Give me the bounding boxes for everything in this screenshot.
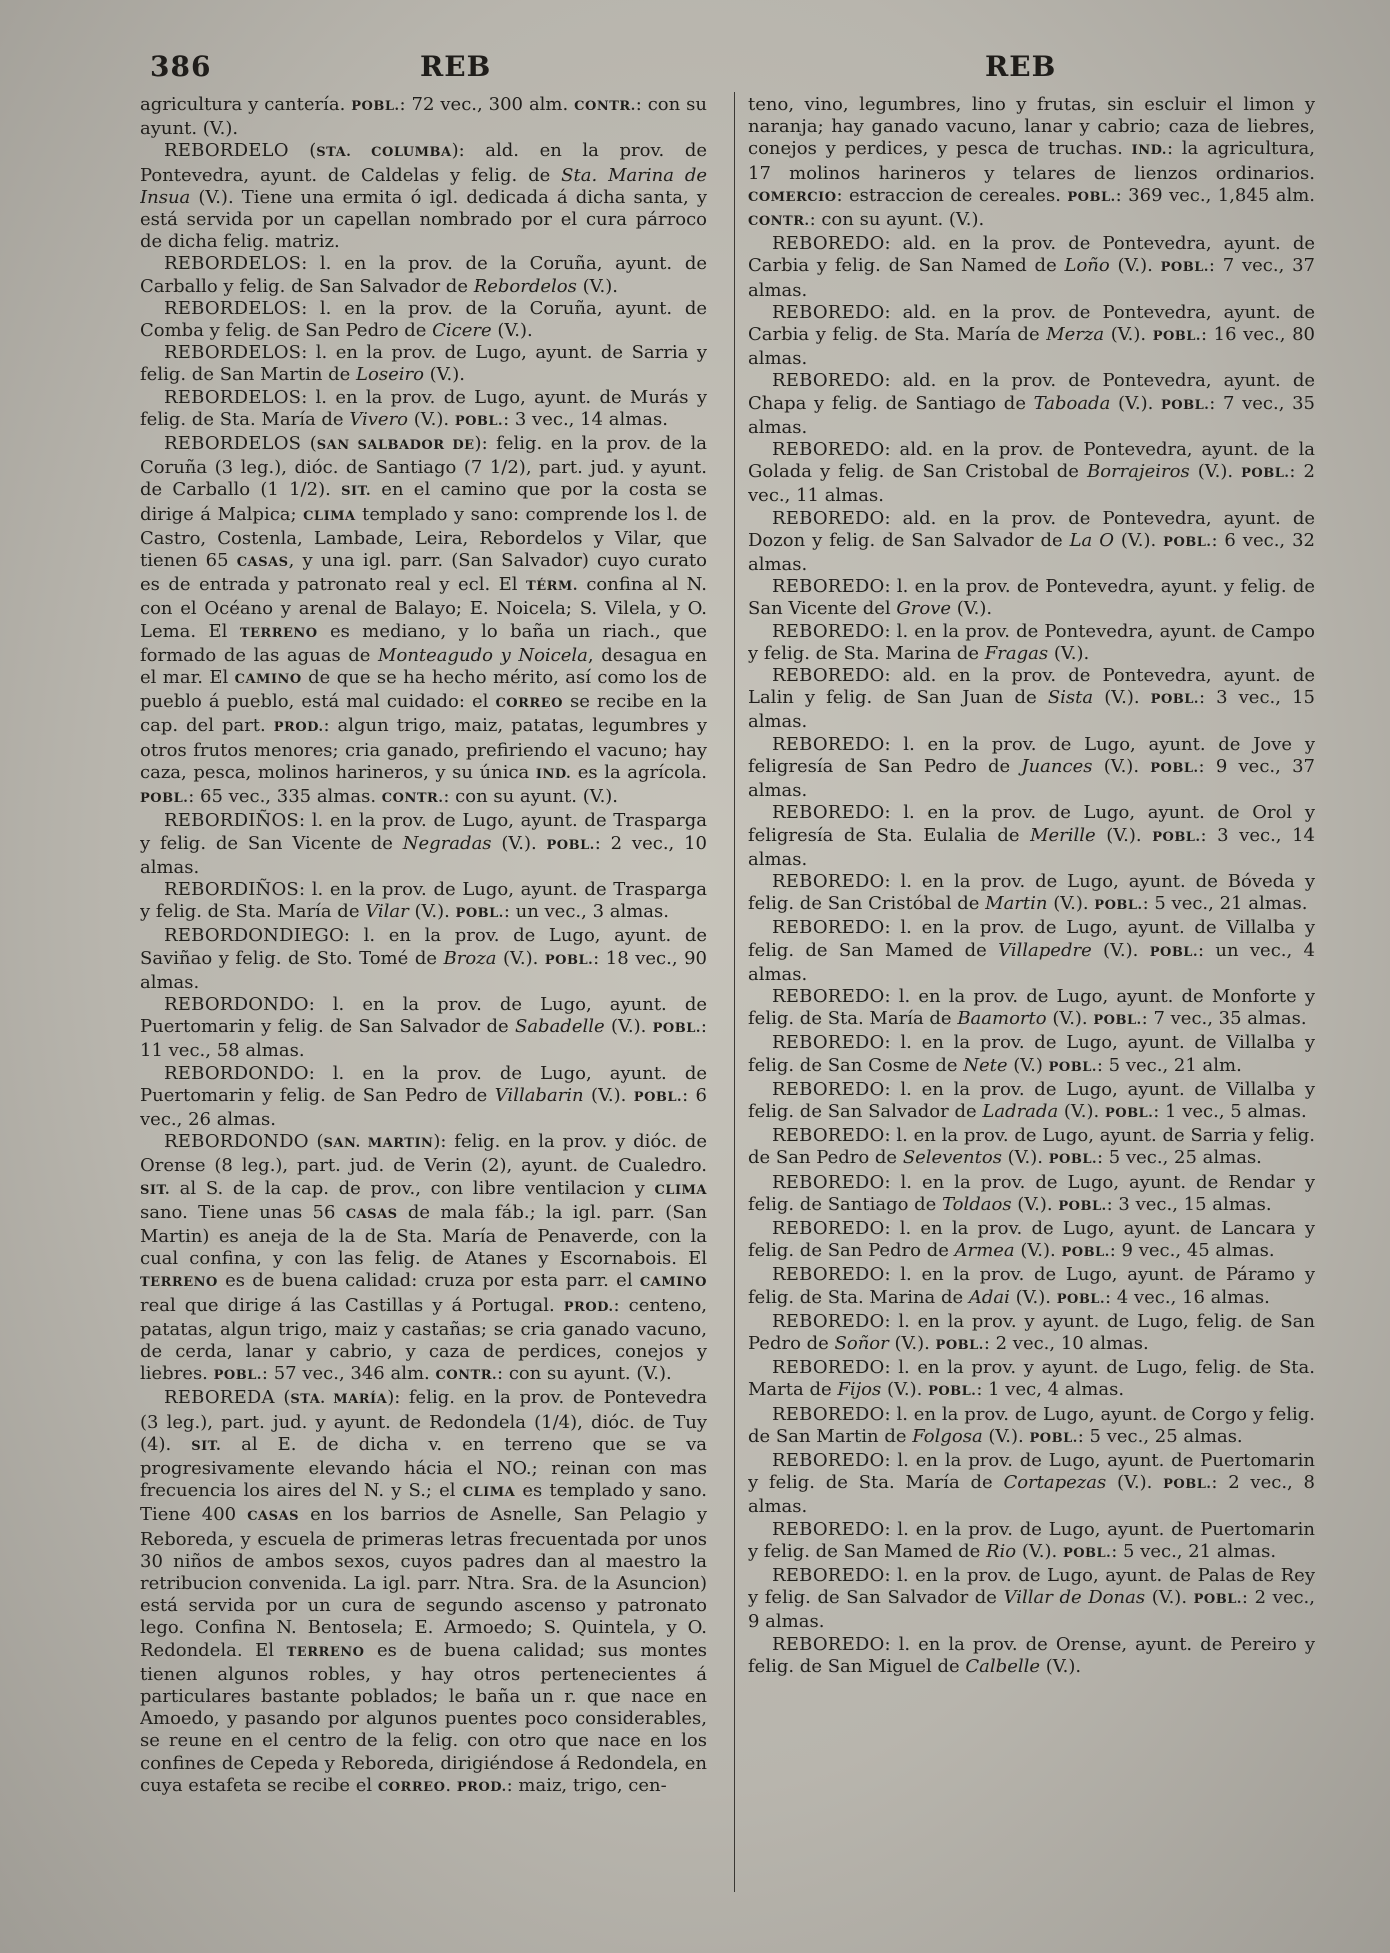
entry-text: : l. en la prov. de Lugo, ayunt. de Puertomarin y felig. de San Salvador de Sabadelle (V.). POBL.: 11 vec., 58 almas. <box>140 993 707 1062</box>
entry-text: : l. en la prov. de Lugo, ayunt. de Trasparga y felig. de San Vicente de Negradas (V.). POBL.: 2 vec., 10 almas. <box>140 810 707 878</box>
entry-headword: REBOREDO <box>772 233 885 255</box>
entry-text: : l. en la prov. de Pontevedra, ayunt. de Campo y felig. de Sta. Marina de Fragas (V.). <box>748 620 1315 664</box>
entry-headword: REBORDONDIEGO <box>164 925 344 947</box>
entry <box>748 576 1315 620</box>
entry-text: : l. en la prov. de Lugo, ayunt. de Lancara y felig. de San Pedro de Armea (V.). POBL.: 9 vec., 45 almas. <box>748 1217 1315 1262</box>
entry-headword: REBOREDO <box>772 370 885 392</box>
entry-text: : l. en la prov. de la Coruña, ayunt. de Carballo y felig. de San Salvador de Rebordelos (V.). <box>140 253 707 297</box>
entry-headword: REBOREDO <box>772 733 885 755</box>
entry <box>748 233 1315 302</box>
entry <box>140 879 707 925</box>
entry <box>140 1131 707 1387</box>
entry-text: : l. en la prov. de Lugo, ayunt. de Sarria y felig. de San Martin de Loseiro (V.). <box>140 342 707 386</box>
entry-headword: REBORDIÑOS <box>164 810 299 832</box>
entry-text: : l. en la prov. y ayunt. de Lugo, felig. de Sta. Marta de Fijos (V.). POBL.: 1 vec, 4 almas. <box>748 1357 1315 1401</box>
entry-text: (SAN. MARTIN): felig. en la prov. y dióc. de Orense (8 leg.), part. jud. de Verin (2), ayunt. de Cualedro. SIT. al S. de la cap. de prov., con libre ventilacion y CLIMA sano. Tiene unas 56 CASAS de mala fáb.; la igl. parr. (San Martin) es aneja de la de Sta. María de Penaverde, con la cual confina, y con las felig. de Atanes y Escornabois. El TERRENO es de buena calidad: cruza por esta parr. el CAMINO real que dirige á las Castillas y á Portugal. PROD.: centeno, patatas, algun trigo, maiz y castañas; se cria ganado vacuno, de cerda, lanar y cabrio, y caza de perdices, conejos y liebres. POBL.: 57 vec., 346 alm. CONTR.: con su ayunt. (V.). <box>140 1131 707 1385</box>
entry-headword: REBORDIÑOS <box>164 878 299 900</box>
entry-text: : ald. en la prov. de Pontevedra, ayunt. de la Golada y felig. de San Cristobal de Borrajeiros (V.). POBL.: 2 vec., 11 almas. <box>748 439 1315 507</box>
entry <box>140 1063 707 1132</box>
entry-headword: REBOREDO <box>772 1403 885 1425</box>
entry-text: (STA. COLUMBA): ald. en la prov. de Pontevedra, ayunt. de Caldelas y felig. de Sta. Marina de Insua (V.). Tiene una ermita ó igl. dedicada á dicha santa, y está servida por un capellan nombrado por el cura párroco de dicha felig. matriz. <box>140 140 707 253</box>
entry-text: : l. en la prov. de Lugo, ayunt. de Saviñao y felig. de Sto. Tomé de Broza (V.). POBL.: 18 vec., 90 almas. <box>140 925 707 993</box>
entry-text: : ald. en la prov. de Pontevedra, ayunt. de Carbia y felig. de Sta. María de Merza (V.). POBL.: 16 vec., 80 almas. <box>748 301 1315 370</box>
entry-headword: REBOREDO <box>772 1518 885 1540</box>
column-divider <box>734 92 735 1892</box>
entry-text: (SAN SALBADOR DE): felig. en la prov. de la Coruña (3 leg.), dióc. de Santiago (7 1/2), part. jud. y ayunt. de Carballo (1 1/2). SIT. en el camino que por la costa se dirige á Malpica; CLIMA templado y sano: comprende los l. de Castro, Costenla, Lambade, Leira, Rebordelos y Vilar, que tienen 65 CASAS, y una igl. parr. (San Salvador) cuyo curato es de entrada y patronato real y ecl. El TÉRM. confina al N. con el Océano y arenal de Balayo; E. Noicela; S. Vilela, y O. Lema. El TERRENO es mediano, y lo baña un riach., que formado de las aguas de Monteagudo y Noicela, desagua en el mar. El CAMINO de que se ha hecho mérito, así como los de pueblo á pueblo, está mal cuidado: el CORREO se recibe en la cap. del part. PROD.: algun trigo, maiz, patatas, legumbres y otros frutos menores; cria ganado, prefiriendo el vacuno; hay caza, pesca, molinos harineros, y su única IND. es la agrícola. POBL.: 65 vec., 335 almas. CONTR.: con su ayunt. (V.). <box>140 433 707 808</box>
entry <box>748 439 1315 508</box>
entry <box>748 621 1315 665</box>
entry-text: : l. en la prov. y ayunt. de Lugo, felig. de San Pedro de Soñor (V.). POBL.: 2 vec., 10 almas. <box>748 1310 1315 1354</box>
entry-text: : l. en la prov. de Lugo, ayunt. de Jove y feligresía de San Pedro de Juances (V.). POBL.: 9 vec., 37 almas. <box>748 733 1315 802</box>
entry <box>748 1079 1315 1125</box>
entry-headword: REBOREDO <box>772 870 885 892</box>
entry-text: : l. en la prov. de Lugo, ayunt. de Trasparga y felig. de Sta. María de Vilar (V.). POBL.: un vec., 3 almas. <box>140 878 707 923</box>
entry-text: : l. en la prov. de Lugo, ayunt. de Orol y feligresía de Sta. Eulalia de Merille (V.). POBL.: 3 vec., 14 almas. <box>748 802 1315 870</box>
entry-headword: REBOREDO <box>772 439 885 461</box>
entry-text: : l. en la prov. de Lugo, ayunt. de Sarria y felig. de San Pedro de Seleventos (V.). POBL.: 5 vec., 25 almas. <box>748 1125 1315 1169</box>
entry-text: agricultura y cantería. POBL.: 72 vec., 300 alm. CONTR.: con su ayunt. (V.). <box>140 94 707 140</box>
entry <box>140 387 707 433</box>
entry-headword: REBOREDO <box>772 1032 885 1054</box>
entry <box>748 1218 1315 1264</box>
entry-text: (STA. MARÍA): felig. en la prov. de Pontevedra (3 leg.), part. jud. y ayunt. de Redondela (1/4), dióc. de Tuy (4). SIT. al E. de dicha v. en terreno que se va progresivamente elevando hácia el NO.; reinan con mas frecuencia los aires del N. y S.; el CLIMA es templado y sano. Tiene 400 CASAS en los barrios de Asnelle, San Pelagio y Reboreda, y escuela de primeras letras frecuentada por unos 30 niños de ambos sexos, cuyos padres dan al maestro la retribucion convenida. La igl. parr. Ntra. Sra. de la Asuncion) está servida por un cura de segundo ascenso y patronato lego. Confina N. Bentosela; E. Armoedo; S. Quintela, y O. Redondela. El TERRENO es de buena calidad; sus montes tienen algunos robles, y hay otros pertenecientes á particulares bastante poblados; le baña un r. que nace en Amoedo, y pasando por algunos puentes poco considerables, se reune en el centro de la felig. con otro que nace en los confines de Cepeda y Reboreda, dirigiéndose á Redondela, en cuya estafeta se recibe el CORREO. PROD.: maiz, trigo, cen- <box>140 1387 707 1796</box>
entry-text: : l. en la prov. de Lugo, ayunt. de Monforte y felig. de Sta. María de Baamorto (V.). POBL.: 7 vec., 35 almas. <box>748 985 1315 1030</box>
page-header <box>0 50 1390 90</box>
entry <box>140 94 707 140</box>
page-number: 386 <box>150 50 212 83</box>
entry-text: : l. en la prov. de Lugo, ayunt. de Bóveda y felig. de San Cristóbal de Martin (V.). POBL.: 5 vec., 21 almas. <box>748 870 1315 915</box>
entry-headword: REBORDELO <box>164 140 289 162</box>
entry-headword: REBOREDA <box>164 1387 275 1409</box>
entry-text: : l. en la prov. de Lugo, ayunt. de Puertomarin y felig. de San Mamed de Rio (V.). POBL.: 5 vec., 21 almas. <box>748 1518 1315 1562</box>
entry <box>140 810 707 879</box>
entry <box>140 342 707 386</box>
entry <box>748 1450 1315 1519</box>
entry <box>140 253 707 297</box>
entry-headword: REBOREDO <box>772 301 885 323</box>
entry-headword: REBOREDO <box>772 665 885 687</box>
entry-headword: REBOREDO <box>772 985 885 1007</box>
left-column <box>140 94 707 1924</box>
right-column <box>748 94 1315 1924</box>
entry <box>748 94 1315 233</box>
entry <box>748 986 1315 1032</box>
entry <box>748 302 1315 371</box>
entry <box>140 994 707 1063</box>
entry-text: : ald. en la prov. de Pontevedra, ayunt. de Dozon y felig. de San Salvador de La O (V.). POBL.: 6 vec., 32 almas. <box>748 507 1315 576</box>
entry-text: : l. en la prov. de Orense, ayunt. de Pereiro y felig. de San Miguel de Calbelle (V.). <box>748 1633 1315 1677</box>
running-head-right: REB <box>985 50 1057 83</box>
entry <box>748 1519 1315 1565</box>
entry <box>140 925 707 994</box>
entry-headword: REBOREDO <box>772 620 885 642</box>
entry-text: : ald. en la prov. de Pontevedra, ayunt. de Carbia y felig. de San Named de Loño (V.). POBL.: 7 vec., 37 almas. <box>748 233 1315 301</box>
entry-text: teno, vino, legumbres, lino y frutas, sin escluir el limon y naranja; hay ganado vacuno, lanar y cabrio; caza de liebres, conejos y perdices, y pesca de truchas. IND.: la agricultura, 17 molinos harineros y telares de lienzos ordinarios. COMERCIO: estraccion de cereales. POBL.: 369 vec., 1,845 alm. CONTR.: con su ayunt. (V.). <box>748 94 1315 231</box>
entry <box>748 1172 1315 1218</box>
entry-text: : ald. en la prov. de Pontevedra, ayunt. de Lalin y felig. de San Juan de Sista (V.). POBL.: 3 vec., 15 almas. <box>748 665 1315 733</box>
entry <box>140 140 707 253</box>
entry-headword: REBOREDO <box>772 1449 885 1471</box>
entry <box>140 433 707 810</box>
entry-text: : l. en la prov. de Lugo, ayunt. de Palas de Rey y felig. de San Salvador de Villar de Donas (V.). POBL.: 2 vec., 9 almas. <box>748 1565 1315 1633</box>
entry <box>748 665 1315 734</box>
entry-text: : ald. en la prov. de Pontevedra, ayunt. de Chapa y felig. de Santiago de Taboada (V.). POBL.: 7 vec., 35 almas. <box>748 370 1315 438</box>
entry-headword: REBOREDO <box>772 576 885 598</box>
entry-text: : l. en la prov. de la Coruña, ayunt. de Comba y felig. de San Pedro de Cicere (V.). <box>140 297 707 342</box>
entry-text: : l. en la prov. de Lugo, ayunt. de Rendar y felig. de Santiago de Toldaos (V.). POBL.: 3 vec., 15 almas. <box>748 1171 1315 1215</box>
entry <box>748 1125 1315 1171</box>
entry-text: : l. en la prov. de Pontevedra, ayunt. y felig. de San Vicente del Grove (V.). <box>748 576 1315 620</box>
entry <box>748 508 1315 577</box>
entry <box>748 871 1315 917</box>
entry <box>748 1264 1315 1310</box>
entry-headword: REBOREDO <box>772 802 885 824</box>
entry-headword: REBOREDO <box>772 1565 885 1586</box>
entry <box>748 1032 1315 1078</box>
entry <box>748 917 1315 986</box>
entry-text: : l. en la prov. de Lugo, ayunt. de Villalba y felig. de San Mamed de Villapedre (V.). POBL.: un vec., 4 almas. <box>748 917 1315 985</box>
entry-headword: REBOREDO <box>772 1264 885 1286</box>
entry-headword: REBOREDO <box>772 917 885 939</box>
entry-headword: REBORDELOS <box>164 342 302 364</box>
entry-headword: REBORDELOS <box>164 433 302 455</box>
entry <box>748 1634 1315 1678</box>
entry <box>748 1357 1315 1403</box>
entry-headword: REBOREDO <box>772 507 885 529</box>
entry-text: : l. en la prov. de Lugo, ayunt. de Villalba y felig. de San Salvador de Ladrada (V.). POBL.: 1 vec., 5 almas. <box>748 1078 1315 1122</box>
entry-headword: REBORDELOS <box>164 253 302 275</box>
entry-headword: REBORDONDO <box>164 1062 309 1084</box>
entry <box>748 1311 1315 1357</box>
entry-text: : l. en la prov. de Lugo, ayunt. de Corgo y felig. de San Martin de Folgosa (V.). POBL.: 5 vec., 25 almas. <box>748 1403 1315 1447</box>
running-head-left: REB <box>420 50 492 83</box>
entry-text: : l. en la prov. de Lugo, ayunt. de Murás y felig. de Sta. María de Vivero (V.). POBL.: 3 vec., 14 almas. <box>140 386 707 430</box>
entry-headword: REBORDELOS <box>164 297 302 319</box>
entry-headword: REBOREDO <box>772 1357 885 1379</box>
entry-headword: REBOREDO <box>772 1171 885 1193</box>
entry <box>140 1387 707 1799</box>
entry <box>748 1404 1315 1450</box>
entry-text: : l. en la prov. de Lugo, ayunt. de Villalba y felig. de San Cosme de Nete (V.) POBL.: 5 vec., 21 alm. <box>748 1032 1315 1076</box>
entry-headword: REBOREDO <box>772 1217 885 1239</box>
entry <box>748 1565 1315 1634</box>
entry-headword: REBOREDO <box>772 1078 885 1100</box>
entry <box>140 298 707 342</box>
entry <box>748 802 1315 871</box>
entry-headword: REBOREDO <box>772 1125 885 1147</box>
entry-headword: REBORDONDO <box>164 1131 309 1153</box>
entry <box>748 734 1315 803</box>
entry-headword: REBORDONDO <box>164 993 309 1015</box>
entry-text: : l. en la prov. de Lugo, ayunt. de Puertomarin y felig. de Sta. María de Cortapezas (V.). POBL.: 2 vec., 8 almas. <box>748 1449 1315 1518</box>
entry-headword: REBOREDO <box>772 1633 885 1655</box>
entry-headword: REBOREDO <box>772 1310 885 1332</box>
entry <box>748 370 1315 439</box>
entry-headword: REBORDELOS <box>164 386 302 408</box>
entry-text: : l. en la prov. de Lugo, ayunt. de Puertomarin y felig. de San Pedro de Villabarin (V.). POBL.: 6 vec., 26 almas. <box>140 1062 707 1130</box>
entry-text: : l. en la prov. de Lugo, ayunt. de Páramo y felig. de Sta. Marina de Adai (V.). POBL.: 4 vec., 16 almas. <box>748 1264 1315 1308</box>
